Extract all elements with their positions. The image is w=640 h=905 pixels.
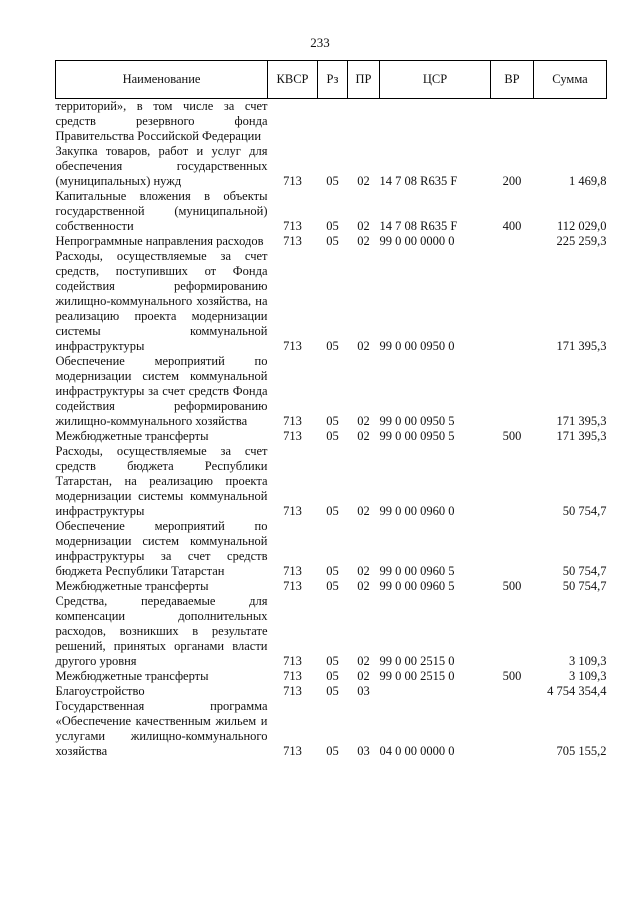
cell-csr: 99 0 00 0960 0 xyxy=(379,504,455,518)
cell-pr: 02 xyxy=(357,234,370,248)
table-row xyxy=(56,189,607,234)
cell-name: Закупка товаров, работ и услуг для обеспечения государственных (муниципальных) нужд xyxy=(55,144,268,188)
cell-rz: 05 xyxy=(326,579,339,593)
header-pr: ПР xyxy=(348,61,380,99)
cell-pr: 02 xyxy=(357,414,370,428)
cell-vr: 400 xyxy=(502,219,522,233)
cell-pr: 02 xyxy=(357,429,370,443)
cell-kvsr: 713 xyxy=(283,654,302,668)
cell-rz: 05 xyxy=(326,219,339,233)
cell-name: Государственная программа «Обеспечение качественным жильем и услугами жилищно-коммунального хозяйства xyxy=(55,699,268,758)
cell-rz: 05 xyxy=(326,234,339,248)
cell-kvsr: 713 xyxy=(283,339,302,353)
cell-vr xyxy=(491,249,534,354)
cell-rz: 05 xyxy=(326,414,339,428)
cell-name: территорий», в том числе за счет средств резервного фонда Правительства Российской Федерации xyxy=(55,99,268,143)
cell-csr: 14 7 08 R635 F xyxy=(379,174,458,188)
cell-sum: 705 155,2 xyxy=(556,744,607,758)
cell-name: Непрограммные направления расходов xyxy=(55,234,264,248)
cell-pr: 02 xyxy=(357,504,370,518)
cell-sum: 112 029,0 xyxy=(556,219,607,233)
cell-vr xyxy=(491,444,534,519)
cell-csr: 99 0 00 0950 5 xyxy=(379,429,455,443)
cell-sum xyxy=(534,99,607,145)
table-row xyxy=(56,579,607,594)
cell-rz: 05 xyxy=(326,669,339,683)
cell-vr xyxy=(491,234,534,249)
cell-csr xyxy=(380,99,491,145)
header-name: Наименование xyxy=(56,61,268,99)
cell-name: Капитальные вложения в объекты государственной (муниципальной) собственности xyxy=(55,189,268,233)
cell-rz: 05 xyxy=(326,174,339,188)
cell-rz: 05 xyxy=(326,339,339,353)
cell-kvsr: 713 xyxy=(283,669,302,683)
table-row xyxy=(56,99,607,145)
cell-sum: 171 395,3 xyxy=(556,414,607,428)
cell-name: Межбюджетные трансферты xyxy=(55,429,209,443)
cell-pr xyxy=(348,99,380,145)
cell-csr: 99 0 00 0960 5 xyxy=(379,579,455,593)
cell-csr: 99 0 00 0950 0 xyxy=(379,339,455,353)
table-row xyxy=(56,594,607,669)
cell-name: Обеспечение мероприятий по модернизации систем коммунальной инфраструктуры за счет средств Фонда содействия реформированию жилищно-коммунального хозяйства xyxy=(55,354,268,428)
cell-vr xyxy=(491,684,534,699)
table-row xyxy=(56,354,607,429)
cell-pr: 02 xyxy=(357,219,370,233)
cell-name: Обеспечение мероприятий по модернизации систем коммунальной инфраструктуры за счет средств бюджета Республики Татарстан xyxy=(55,519,268,578)
cell-name: Благоустройство xyxy=(55,684,145,698)
cell-vr: 200 xyxy=(502,174,522,188)
cell-name: Межбюджетные трансферты xyxy=(55,579,209,593)
cell-csr: 99 0 00 2515 0 xyxy=(379,669,455,683)
cell-vr xyxy=(491,354,534,429)
cell-csr: 14 7 08 R635 F xyxy=(379,219,458,233)
cell-rz: 05 xyxy=(326,654,339,668)
table-row xyxy=(56,519,607,579)
cell-kvsr: 713 xyxy=(283,564,302,578)
cell-vr xyxy=(491,594,534,669)
table-body xyxy=(56,99,607,760)
cell-name: Расходы, осуществляемые за счет средств, поступивших от Фонда содействия реформированию жилищно-коммунального хозяйства, на реализацию проекта модернизации системы коммунальной инфраструктуры xyxy=(55,249,268,353)
cell-csr: 99 0 00 2515 0 xyxy=(379,654,455,668)
cell-rz: 05 xyxy=(326,684,339,698)
cell-pr: 02 xyxy=(357,579,370,593)
cell-kvsr: 713 xyxy=(283,684,302,698)
cell-sum: 3 109,3 xyxy=(569,669,607,683)
cell-kvsr: 713 xyxy=(283,429,302,443)
table-row xyxy=(56,429,607,444)
cell-kvsr: 713 xyxy=(283,219,302,233)
cell-name: Межбюджетные трансферты xyxy=(55,669,209,683)
cell-pr: 02 xyxy=(357,174,370,188)
cell-csr: 99 0 00 0950 5 xyxy=(379,414,455,428)
cell-pr: 02 xyxy=(357,564,370,578)
cell-vr: 500 xyxy=(502,579,522,593)
cell-kvsr xyxy=(268,99,318,145)
cell-csr: 99 0 00 0960 5 xyxy=(379,564,455,578)
cell-csr: 04 0 00 0000 0 xyxy=(379,744,455,758)
cell-kvsr: 713 xyxy=(283,234,302,248)
cell-sum: 171 395,3 xyxy=(556,429,607,443)
cell-rz xyxy=(318,99,348,145)
cell-sum: 50 754,7 xyxy=(562,579,607,593)
header-sum: Сумма xyxy=(534,61,607,99)
cell-kvsr: 713 xyxy=(283,414,302,428)
table-row xyxy=(56,249,607,354)
cell-rz: 05 xyxy=(326,504,339,518)
cell-sum: 4 754 354,4 xyxy=(547,684,607,698)
header-vr: ВР xyxy=(491,61,534,99)
cell-kvsr: 713 xyxy=(283,504,302,518)
table-row xyxy=(56,234,607,249)
table-row xyxy=(56,444,607,519)
table-row xyxy=(56,669,607,684)
header-rz: Рз xyxy=(318,61,348,99)
cell-vr: 500 xyxy=(502,429,522,443)
cell-sum: 225 259,3 xyxy=(556,234,607,248)
cell-vr: 500 xyxy=(502,669,522,683)
header-csr: ЦСР xyxy=(380,61,491,99)
cell-sum: 50 754,7 xyxy=(562,564,607,578)
cell-pr: 03 xyxy=(357,744,370,758)
cell-pr: 02 xyxy=(357,339,370,353)
cell-kvsr: 713 xyxy=(283,744,302,758)
cell-vr xyxy=(491,99,534,145)
cell-vr xyxy=(491,519,534,579)
cell-sum: 50 754,7 xyxy=(562,504,607,518)
budget-table xyxy=(55,60,607,759)
cell-rz: 05 xyxy=(326,429,339,443)
cell-sum: 171 395,3 xyxy=(556,339,607,353)
cell-name: Средства, передаваемые для компенсации дополнительных расходов, возникших в результате решений, принятых органами власти другого уровня xyxy=(55,594,268,668)
cell-rz: 05 xyxy=(326,744,339,758)
cell-csr: 99 0 00 0000 0 xyxy=(379,234,455,248)
page-number: 233 xyxy=(310,35,330,50)
table-row xyxy=(56,684,607,699)
table-header-row xyxy=(56,61,607,99)
cell-kvsr: 713 xyxy=(283,579,302,593)
cell-pr: 02 xyxy=(357,669,370,683)
cell-kvsr: 713 xyxy=(283,174,302,188)
cell-rz: 05 xyxy=(326,564,339,578)
cell-vr xyxy=(491,699,534,759)
cell-sum: 1 469,8 xyxy=(569,174,607,188)
cell-sum: 3 109,3 xyxy=(569,654,607,668)
table-row xyxy=(56,699,607,759)
cell-pr: 02 xyxy=(357,654,370,668)
table-row xyxy=(56,144,607,189)
cell-name: Расходы, осуществляемые за счет средств бюджета Республики Татарстан, на реализацию проекта модернизации системы коммунальной инфраструктуры xyxy=(55,444,268,518)
header-kvsr: КВСР xyxy=(268,61,318,99)
cell-csr xyxy=(380,684,491,699)
cell-pr: 03 xyxy=(357,684,370,698)
